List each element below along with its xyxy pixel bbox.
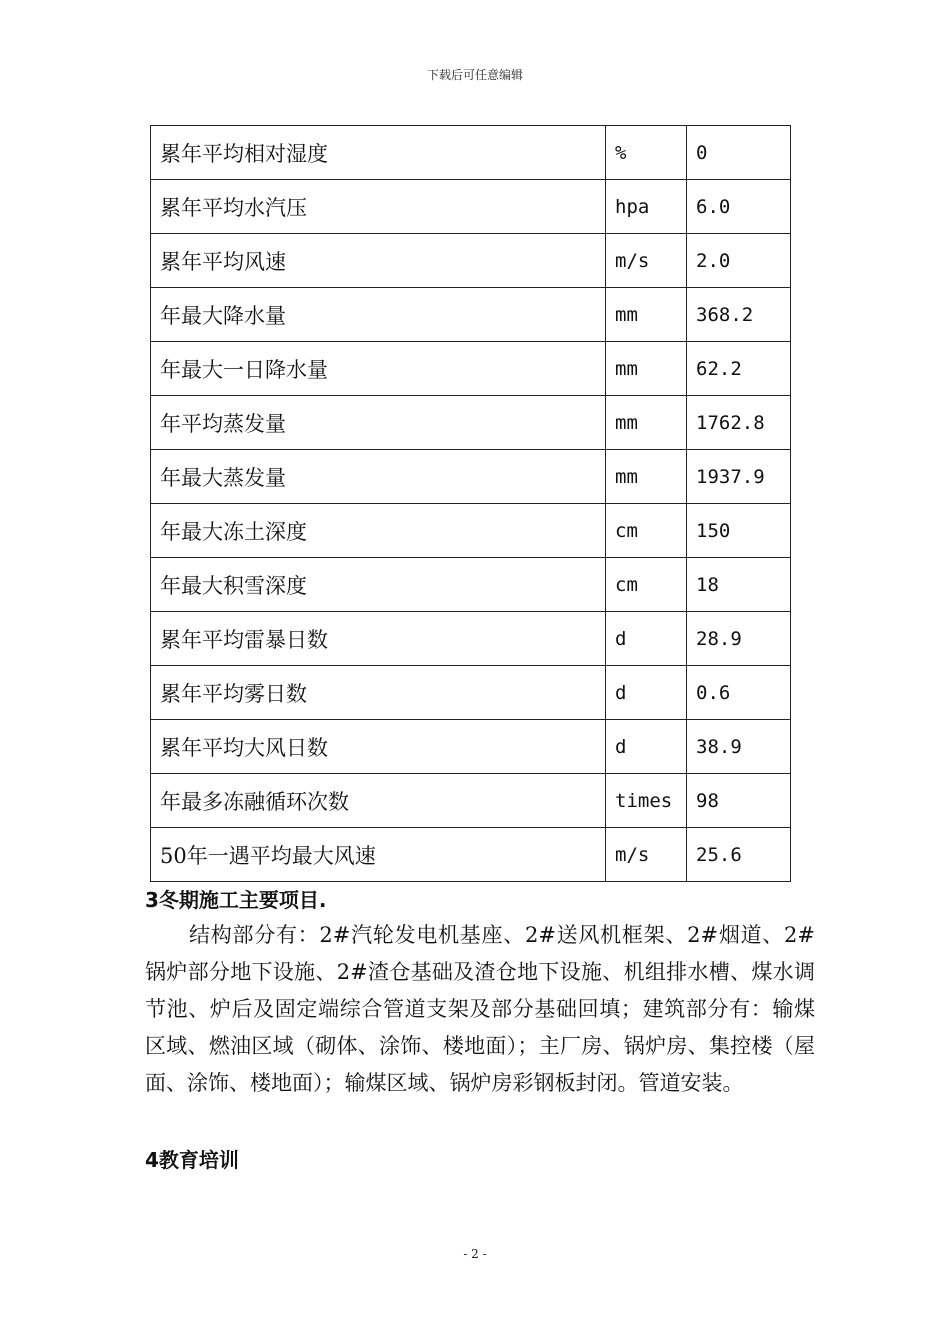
climate-data-table bbox=[150, 125, 791, 882]
unit-cell: mm bbox=[606, 450, 687, 504]
table-row bbox=[151, 126, 791, 180]
item-cell: 累年平均雾日数 bbox=[151, 666, 606, 720]
value-cell: 28.9 bbox=[687, 612, 791, 666]
table-row bbox=[151, 612, 791, 666]
item-cell: 累年平均风速 bbox=[151, 234, 606, 288]
page-number: - 2 - bbox=[463, 1247, 487, 1261]
table-row bbox=[151, 288, 791, 342]
section-3-paragraph: 结构部分有：2#汽轮发电机基座、2#送风机框架、2#烟道、2#锅炉部分地下设施、2#渣仓基础及渣仓地下设施、机组排水槽、煤水调节池、炉后及固定端综合管道支架及部分基础回填；建筑部分有：输煤区域、燃油区域（砌体、涂饰、楼地面）；主厂房、锅炉房、集控楼（屋面、涂饰、楼地面）；输煤区域、锅炉房彩钢板封闭。管道安装。 bbox=[145, 923, 815, 1095]
climate-table-body bbox=[151, 126, 791, 882]
unit-cell: cm bbox=[606, 504, 687, 558]
unit-cell: hpa bbox=[606, 180, 687, 234]
unit-cell: mm bbox=[606, 342, 687, 396]
page-header: 下载后可任意编辑 bbox=[426, 68, 523, 82]
unit-cell: times bbox=[606, 774, 687, 828]
table-row bbox=[151, 234, 791, 288]
value-cell: 62.2 bbox=[687, 342, 791, 396]
item-cell: 累年平均雷暴日数 bbox=[151, 612, 606, 666]
value-cell: 98 bbox=[687, 774, 791, 828]
table-row bbox=[151, 450, 791, 504]
unit-cell: m/s bbox=[606, 234, 687, 288]
unit-cell: mm bbox=[606, 396, 687, 450]
item-cell: 年最大蒸发量 bbox=[151, 450, 606, 504]
table-row bbox=[151, 774, 791, 828]
section-4-heading: 4教育培训 bbox=[145, 1148, 239, 1172]
table-row bbox=[151, 396, 791, 450]
table-row bbox=[151, 342, 791, 396]
item-cell: 年平均蒸发量 bbox=[151, 396, 606, 450]
item-cell: 年最大一日降水量 bbox=[151, 342, 606, 396]
item-cell: 50年一遇平均最大风速 bbox=[151, 828, 606, 882]
value-cell: 150 bbox=[687, 504, 791, 558]
unit-cell: d bbox=[606, 666, 687, 720]
value-cell: 368.2 bbox=[687, 288, 791, 342]
unit-cell: m/s bbox=[606, 828, 687, 882]
section-3-heading: 3冬期施工主要项目. bbox=[145, 888, 327, 912]
value-cell: 2.0 bbox=[687, 234, 791, 288]
unit-cell: mm bbox=[606, 288, 687, 342]
table-row bbox=[151, 828, 791, 882]
table-row bbox=[151, 180, 791, 234]
value-cell: 1762.8 bbox=[687, 396, 791, 450]
value-cell: 0 bbox=[687, 126, 791, 180]
item-cell: 累年平均大风日数 bbox=[151, 720, 606, 774]
value-cell: 6.0 bbox=[687, 180, 791, 234]
unit-cell: % bbox=[606, 126, 687, 180]
value-cell: 38.9 bbox=[687, 720, 791, 774]
value-cell: 0.6 bbox=[687, 666, 791, 720]
value-cell: 18 bbox=[687, 558, 791, 612]
item-cell: 累年平均相对湿度 bbox=[151, 126, 606, 180]
item-cell: 年最多冻融循环次数 bbox=[151, 774, 606, 828]
unit-cell: d bbox=[606, 612, 687, 666]
unit-cell: d bbox=[606, 720, 687, 774]
item-cell: 年最大降水量 bbox=[151, 288, 606, 342]
table-row bbox=[151, 720, 791, 774]
table-row bbox=[151, 666, 791, 720]
item-cell: 年最大积雪深度 bbox=[151, 558, 606, 612]
unit-cell: cm bbox=[606, 558, 687, 612]
item-cell: 累年平均水汽压 bbox=[151, 180, 606, 234]
item-cell: 年最大冻土深度 bbox=[151, 504, 606, 558]
table-row bbox=[151, 558, 791, 612]
value-cell: 25.6 bbox=[687, 828, 791, 882]
table-row bbox=[151, 504, 791, 558]
value-cell: 1937.9 bbox=[687, 450, 791, 504]
